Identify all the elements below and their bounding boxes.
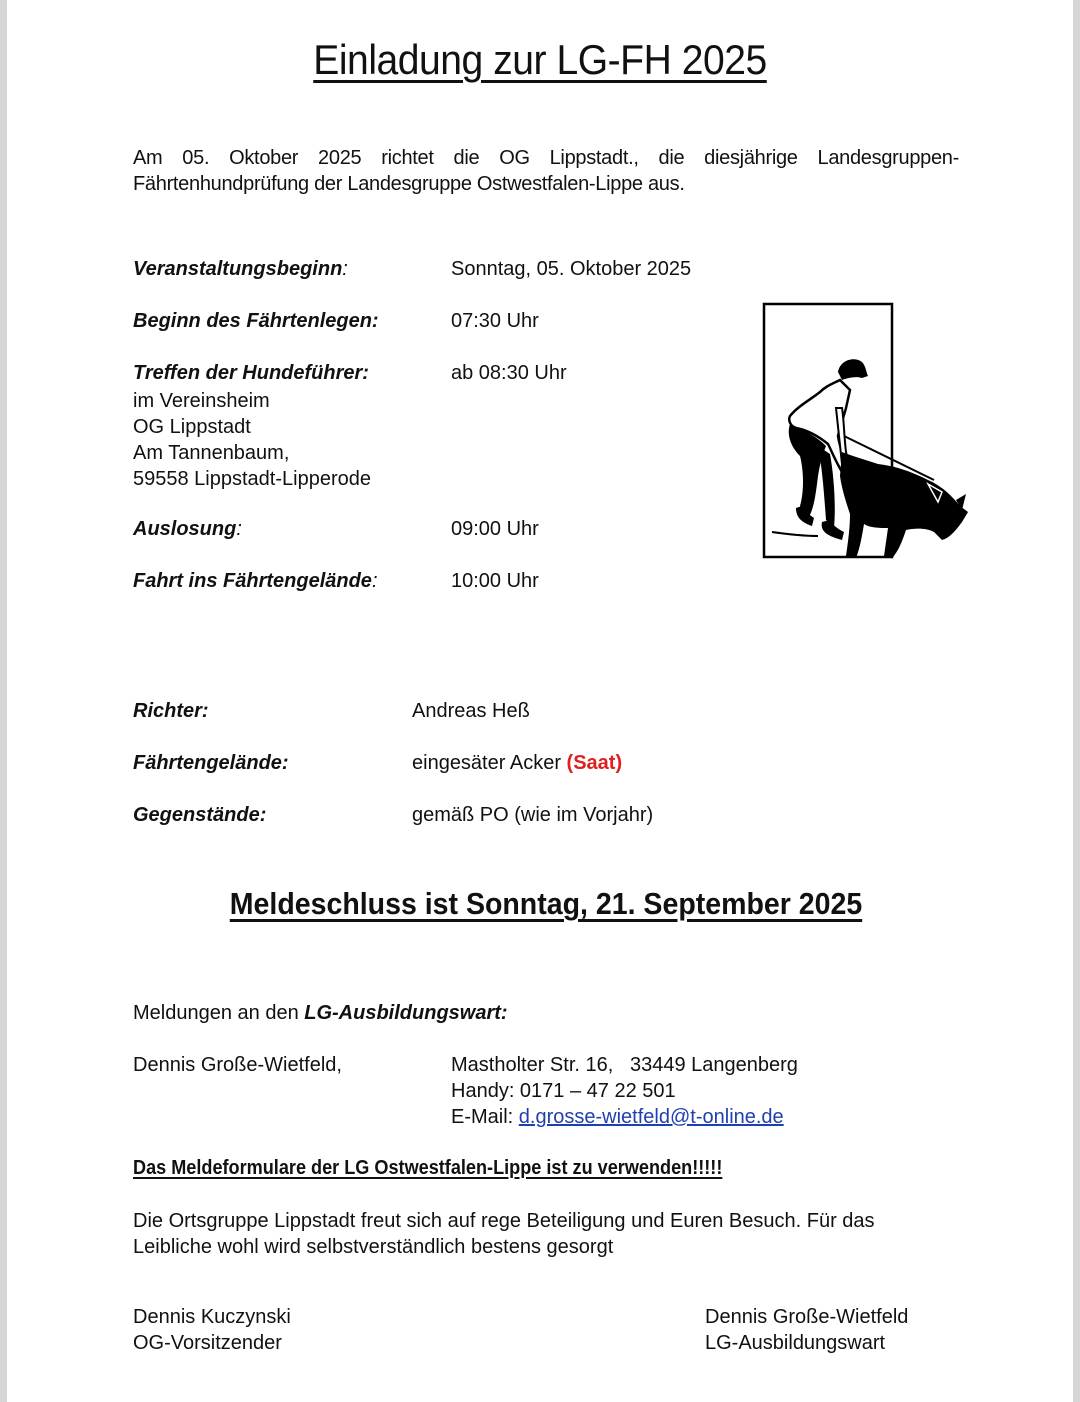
location-line: im Vereinsheim bbox=[133, 390, 270, 412]
signature-role-right: LG-Ausbildungswart bbox=[705, 1332, 886, 1354]
closing-line: Leibliche wohl wird selbstverständlich bestens gesorgt bbox=[133, 1236, 614, 1258]
schedule-value-draw: 09:00 Uhr bbox=[451, 518, 539, 540]
schedule-value-start: Sonntag, 05. Oktober 2025 bbox=[451, 258, 692, 280]
signature-name-right: Dennis Große-Wietfeld bbox=[705, 1306, 909, 1328]
schedule-value-meeting: ab 08:30 Uhr bbox=[451, 362, 567, 384]
detail-label-judge: Richter: bbox=[133, 700, 209, 722]
deadline-heading: Meldeschluss ist Sonntag, 21. September 2025 bbox=[229, 886, 863, 921]
schedule-label-track-laying: Beginn des Fährtenlegen: bbox=[133, 310, 379, 332]
registration-intro: Meldungen an den LG-Ausbildungswart: bbox=[133, 1002, 508, 1024]
intro-paragraph: Am 05. Oktober 2025 richtet die OG Lippstadt., die diesjährige Landesgruppen-Fährtenhundprüfung der Landesgruppe Ostwestfalen-Lippe aus. bbox=[133, 147, 959, 195]
schedule-value-departure: 10:00 Uhr bbox=[451, 570, 539, 592]
page-title: Einladung zur LG-FH 2025 bbox=[313, 36, 767, 83]
handler-with-tracking-dog-icon bbox=[756, 296, 978, 562]
seed-highlight: (Saat) bbox=[566, 752, 623, 774]
signature-role-left: OG-Vorsitzender bbox=[133, 1332, 282, 1354]
email-link[interactable]: d.grosse-wietfeld@t-online.de bbox=[518, 1106, 784, 1128]
location-line: OG Lippstadt bbox=[133, 416, 251, 438]
registration-phone: Handy: 0171 – 47 22 501 bbox=[451, 1080, 676, 1102]
registration-name: Dennis Große-Wietfeld, bbox=[133, 1054, 342, 1076]
schedule-label-start: Veranstaltungsbeginn: bbox=[133, 258, 348, 280]
schedule-value-track-laying: 07:30 Uhr bbox=[451, 310, 539, 332]
detail-value-articles: gemäß PO (wie im Vorjahr) bbox=[412, 804, 654, 826]
detail-label-articles: Gegenstände: bbox=[133, 804, 267, 826]
detail-label-terrain: Fährtengelände: bbox=[133, 752, 289, 774]
registration-email-line: E-Mail: d.grosse-wietfeld@t-online.de bbox=[451, 1106, 784, 1128]
registration-address: Mastholter Str. 16, 33449 Langenberg bbox=[451, 1054, 798, 1076]
closing-line: Die Ortsgruppe Lippstadt freut sich auf rege Beteiligung und Euren Besuch. Für das bbox=[133, 1210, 875, 1232]
location-line: Am Tannenbaum, bbox=[133, 442, 290, 464]
detail-value-judge: Andreas Heß bbox=[412, 700, 530, 722]
schedule-label-departure: Fahrt ins Fährtengelände: bbox=[133, 570, 378, 592]
signature-name-left: Dennis Kuczynski bbox=[133, 1306, 291, 1328]
schedule-label-draw: Auslosung: bbox=[133, 518, 242, 540]
form-notice: Das Meldeformulare der LG Ostwestfalen-Lippe ist zu verwenden!!!!! bbox=[133, 1157, 723, 1179]
handler-cap bbox=[838, 359, 868, 380]
location-line: 59558 Lippstadt-Lipperode bbox=[133, 468, 371, 490]
detail-value-terrain: eingesäter Acker (Saat) bbox=[412, 752, 623, 774]
schedule-label-meeting: Treffen der Hundeführer: bbox=[133, 362, 369, 384]
